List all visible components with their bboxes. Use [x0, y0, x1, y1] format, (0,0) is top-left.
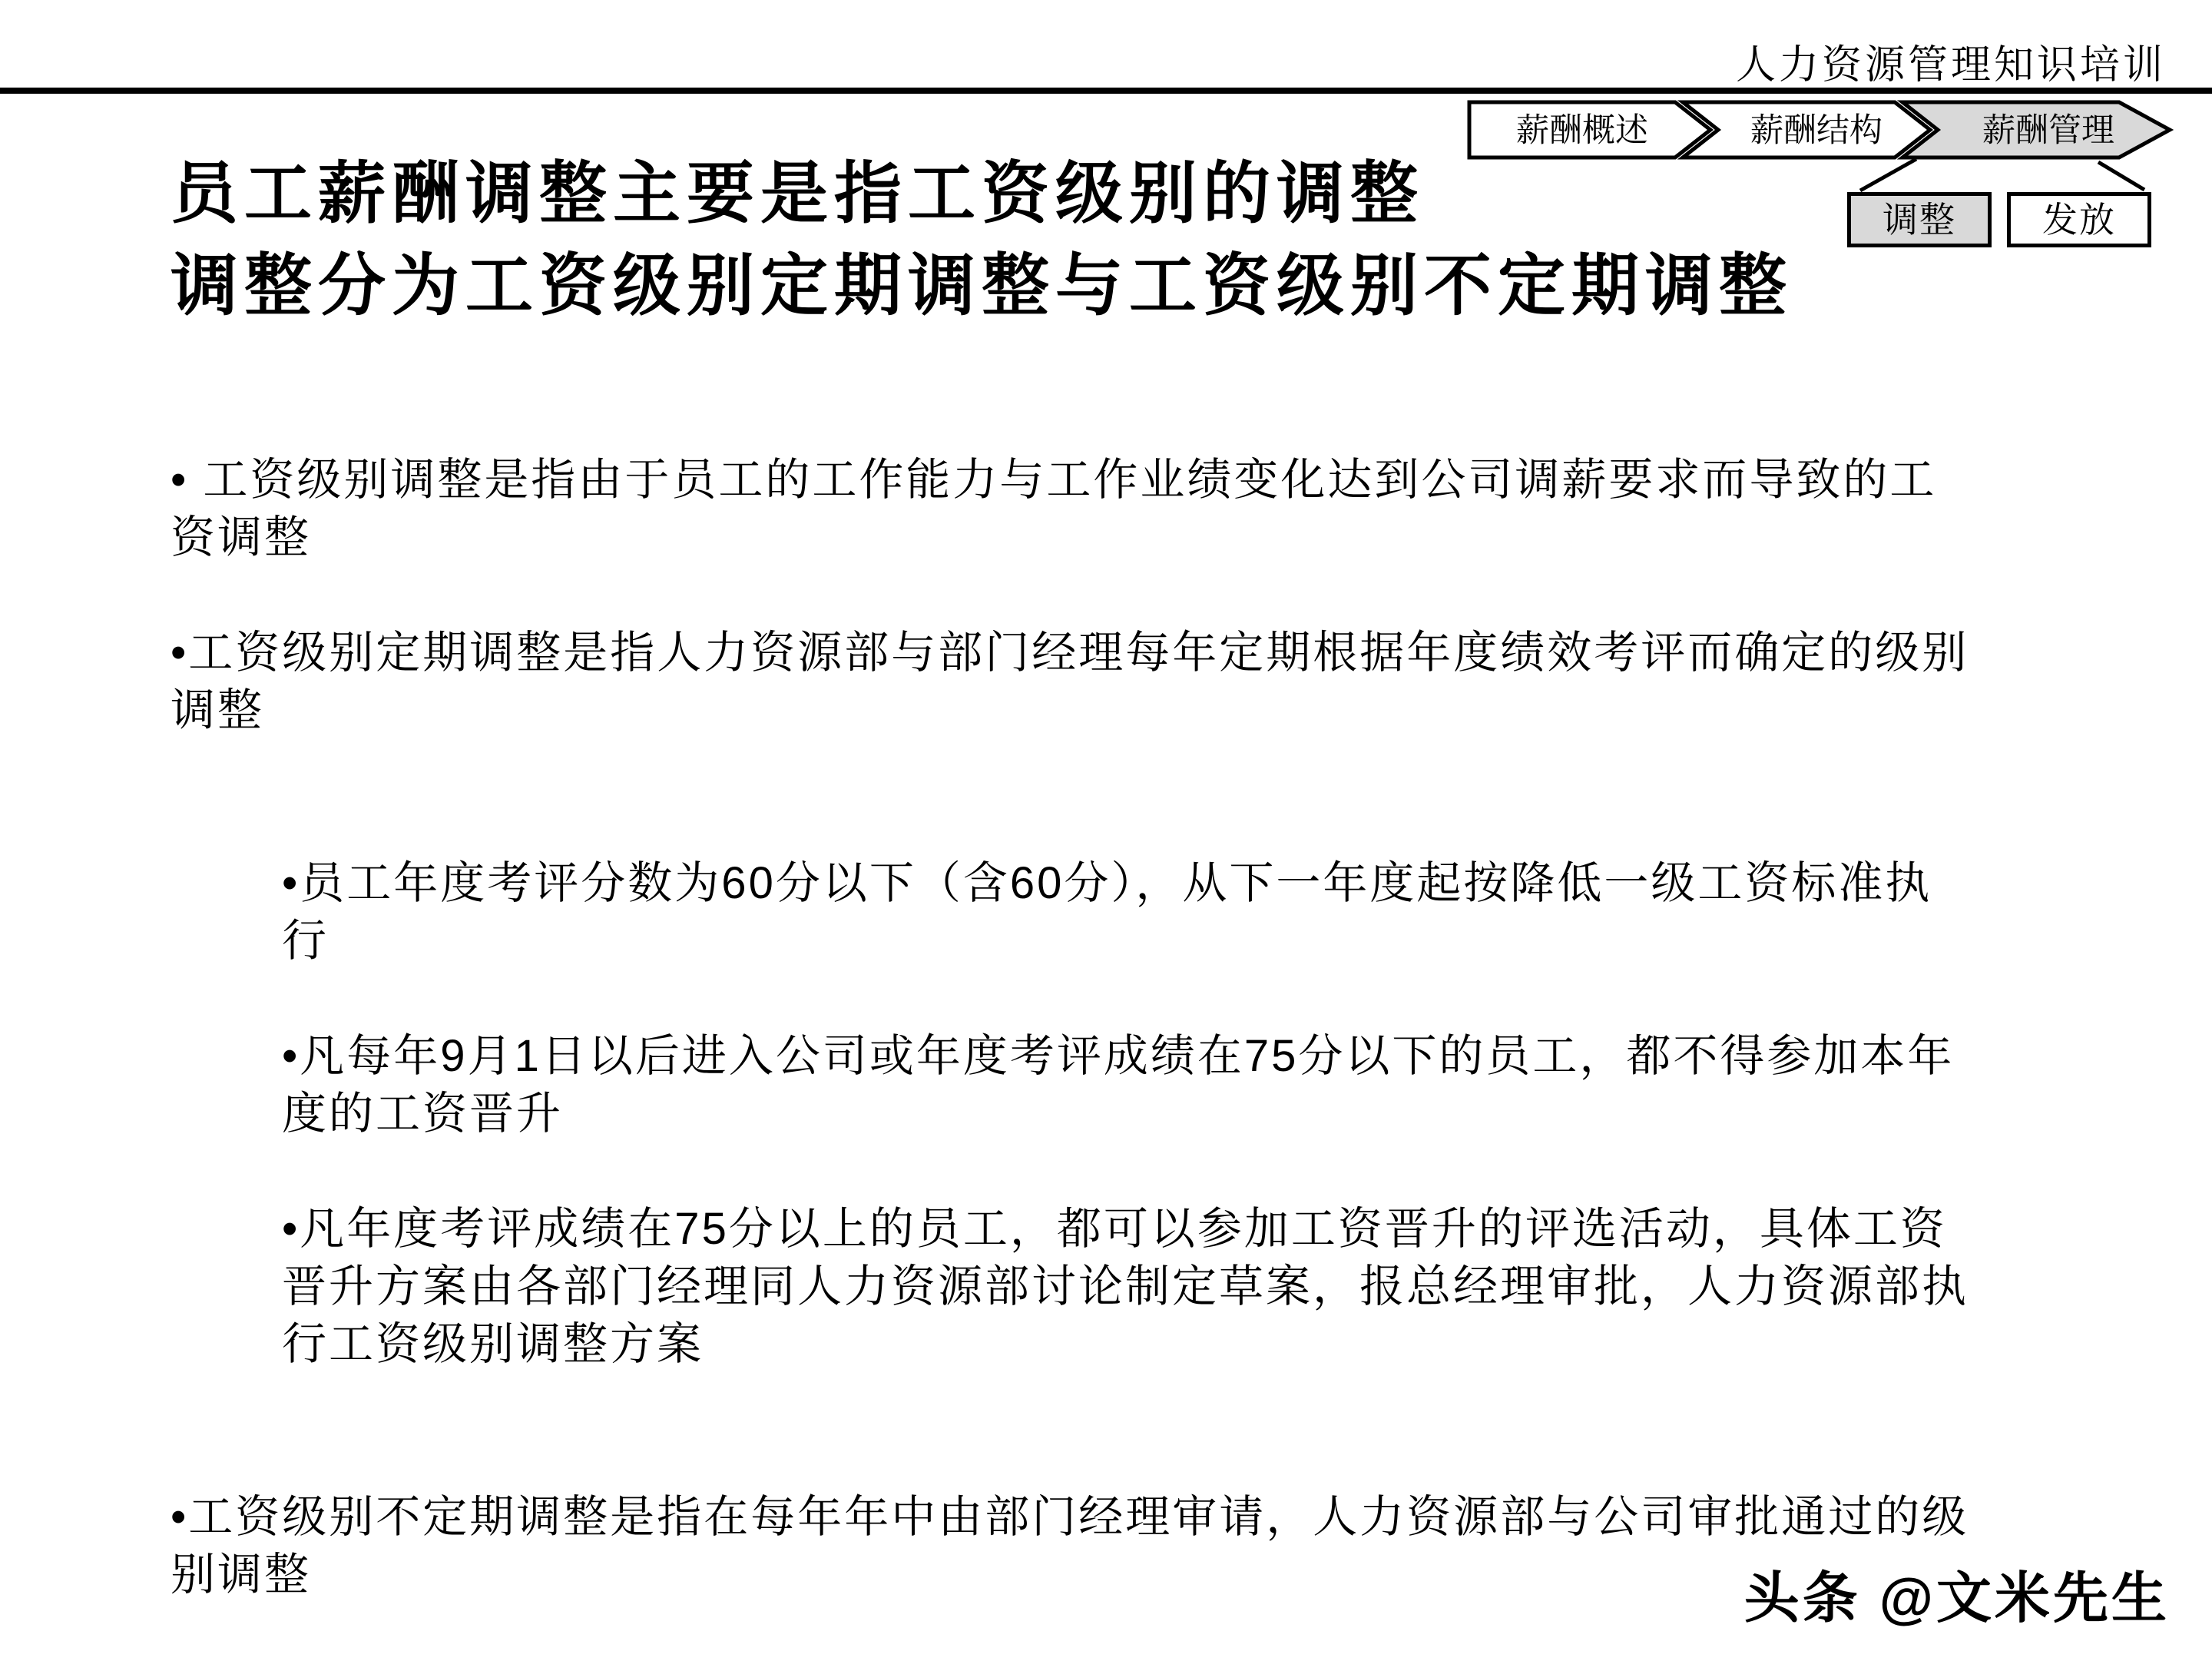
watermark: 头条 @文米先生 [1743, 1568, 2170, 1630]
sub-bullet-below-75: •凡每年9月1日以后进入公司或年度考评成绩在75分以下的员工，都不得参加本年 度的工资晋升 [282, 1031, 1955, 1139]
bullet-irregular-adjustment: •工资级别不定期调整是指在每年年中由部门经理审请，人力资源部与公司审批通过的级 别调整 [171, 1492, 1969, 1600]
breadcrumb-step-label: 薪酬概述 [1516, 112, 1648, 149]
tab-adjust[interactable]: 调整 [1847, 192, 1992, 247]
connector-right-line [2098, 162, 2144, 190]
sub-bullet-above-75: •凡年度考评成绩在75分以上的员工，都可以参加工资晋升的评选活动，具体工资 晋升方案由各部门经理同人力资源部讨论制定草案，报总经理审批，人力资源部执 行工资级别调整方案 [282, 1204, 1969, 1369]
breadcrumb-step-label: 薪酬管理 [1982, 112, 2114, 149]
header-divider [0, 88, 2212, 94]
tab-issue[interactable]: 发放 [2007, 192, 2151, 247]
slide-body [171, 393, 2167, 1661]
sub-bullet-below-60: •员工年度考评分数为60分以下（含60分），从下一年度起按降低一级工资标准执 行 [282, 858, 1932, 966]
bullet-periodic-adjustment: •工资级别定期调整是指人力资源部与部门经理每年定期根据年度绩效考评而确定的级别 调整 [171, 628, 1969, 735]
slide-title: 员工薪酬调整主要是指工资级别的调整 调整分为工资级别定期调整与工资级别不定期调整 [171, 155, 1793, 323]
sub-bullet-list [171, 797, 2167, 1431]
breadcrumb-step-label: 薪酬结构 [1750, 112, 1883, 149]
page-title: 人力资源管理知识培训 [1735, 43, 2166, 88]
bullet-salary-grade-adjustment: • 工资级别调整是指由于员工的工作能力与工作业绩变化达到公司调薪要求而导致的工 资调整 [171, 455, 1937, 562]
